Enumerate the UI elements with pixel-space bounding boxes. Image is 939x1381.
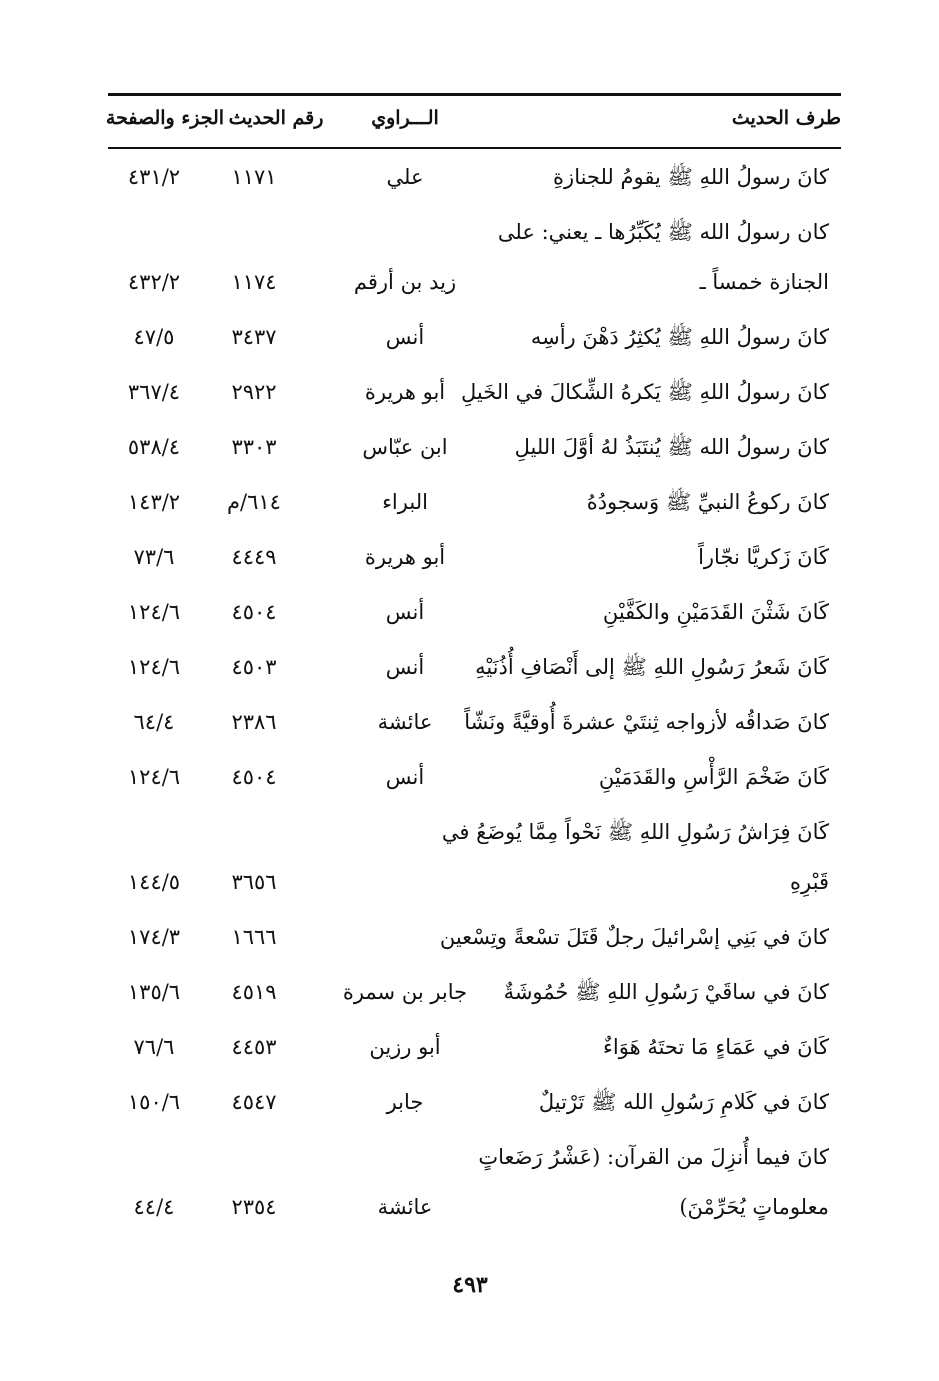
row-hadith-tarf: كانَ رسولُ الله ﷺ يُنتَبَذُ لهُ أوَّلَ الليلِ (514, 435, 829, 459)
row-narrator: أنس (385, 655, 425, 679)
row-hadith-tarf: كانَ في ساقَيْ رَسُولِ اللهِ ﷺ حُمُوشَةٌ (503, 980, 829, 1004)
row-hadith-number: ١٦٦٦ (231, 925, 277, 949)
row-volume-page: ١٣٥/٦ (127, 980, 181, 1004)
row-hadith-number: ٤٤٥٣ (231, 1035, 277, 1059)
row-volume-page: ٧٦/٦ (133, 1035, 175, 1059)
row-hadith-tarf: كانَ رسولُ اللهِ ﷺ يَكرهُ الشِّكالَ في الخَيلِ (460, 380, 829, 404)
row-narrator: عائشة (377, 710, 433, 734)
row-hadith-number: ٤٥٠٤ (231, 600, 277, 624)
row-hadith-tarf: كانَ في كَلامِ رَسُولِ الله ﷺ تَرْتيلٌ (538, 1090, 829, 1114)
row-hadith-number: ٣٤٣٧ (231, 325, 277, 349)
row-volume-page: ٥٣٨/٤ (127, 435, 181, 459)
row-volume-page: ٣٦٧/٤ (127, 380, 181, 404)
row-hadith-tarf: كانَ فيما أُنزِلَ من القرآن: (عَشْرُ رَضَعاتٍ (478, 1145, 829, 1169)
row-narrator: البراء (382, 490, 428, 514)
row-narrator: جابر (386, 1090, 424, 1114)
row-volume-page: ٤٧/٥ (133, 325, 175, 349)
header-rule (108, 147, 841, 149)
header-hadith-number: رقم الحديث (228, 107, 324, 129)
header-volume-page: الجزء والصفحة (105, 107, 225, 129)
row-narrator: أنس (385, 325, 425, 349)
row-volume-page: ٤٤/٤ (133, 1195, 175, 1219)
row-hadith-tarf: كَانَ شَعرُ رَسُولِ اللهِ ﷺ إلى أَنْصَافِ أُذُنَيْهِ (475, 655, 829, 679)
row-hadith-tarf: كانَ رسولُ اللهِ ﷺ يُكثِرُ دَهْنَ رأسِه (530, 325, 829, 349)
row-volume-page: ٦٤/٤ (133, 710, 175, 734)
row-hadith-number: ٢٣٨٦ (231, 710, 277, 734)
row-narrator: أنس (385, 765, 425, 789)
row-hadith-number: ٤٥٠٤ (231, 765, 277, 789)
row-hadith-tarf: كَانَ فِرَاشُ رَسُولِ اللهِ ﷺ نَحْواً مِمَّا يُوضَعُ في (441, 820, 829, 844)
row-hadith-tarf: معلوماتٍ يُحَرِّمْنَ) (679, 1195, 829, 1219)
row-hadith-tarf: كانَ ركوعُ النبيِّ ﷺ وَسجودُهُ (586, 490, 829, 514)
row-hadith-tarf: كان رسولُ الله ﷺ يُكَبِّرُها ـ يعني: على (497, 220, 829, 244)
row-narrator: جابر بن سمرة (342, 980, 468, 1004)
row-hadith-number: ٦١٤/م (227, 490, 281, 514)
row-volume-page: ١٢٤/٦ (127, 765, 181, 789)
row-volume-page: ١٥٠/٦ (127, 1090, 181, 1114)
row-narrator: ابن عبّاس (362, 435, 448, 459)
row-narrator: أبو هريرة (364, 380, 446, 404)
row-hadith-number: ٢٩٢٢ (231, 380, 277, 404)
row-narrator: أبو هريرة (364, 545, 446, 569)
row-narrator: عائشة (377, 1195, 433, 1219)
row-volume-page: ٧٣/٦ (133, 545, 175, 569)
row-hadith-number: ٤٥١٩ (231, 980, 277, 1004)
header-narrator: الـــراوي (371, 107, 439, 129)
row-volume-page: ١٧٤/٣ (127, 925, 181, 949)
page-number: ٤٩٣ (452, 1272, 488, 1298)
row-hadith-number: ٤٥٤٧ (231, 1090, 277, 1114)
row-hadith-number: ١١٧١ (231, 165, 277, 189)
row-volume-page: ٤٣٢/٢ (127, 270, 181, 294)
row-hadith-number: ٤٤٤٩ (231, 545, 277, 569)
row-hadith-tarf: كانَ في بَنِي إسْرائيلَ رجلٌ قَتَلَ تسْعةً وتِسْعين (439, 925, 829, 949)
row-hadith-tarf: كانَ رسولُ اللهِ ﷺ يقومُ للجنازةِ (553, 165, 829, 189)
row-hadith-number: ٣٣٠٣ (231, 435, 277, 459)
row-volume-page: ١٤٤/٥ (127, 870, 181, 894)
row-narrator: علي (386, 165, 424, 189)
row-volume-page: ٤٣١/٢ (127, 165, 181, 189)
row-hadith-tarf: الجنازة خمساً ـ (699, 270, 829, 294)
row-hadith-number: ٤٥٠٣ (231, 655, 277, 679)
header-hadith-tarf: طرف الحديث (731, 107, 841, 129)
row-narrator: زيد بن أرقم (353, 270, 457, 294)
row-hadith-tarf: قَبْرِهِ (790, 870, 829, 894)
row-hadith-tarf: كانَ صَداقُه لأزواجه ثِنتَيْ عشرةَ أُوقيَّةً ونَشّاً (464, 710, 829, 734)
row-narrator: أبو رزين (369, 1035, 441, 1059)
row-hadith-tarf: كَانَ ضَخْمَ الرَّأْسِ والقَدَمَيْنِ (598, 765, 829, 789)
row-volume-page: ١٤٣/٢ (127, 490, 181, 514)
row-hadith-number: ٢٣٥٤ (231, 1195, 277, 1219)
row-hadith-number: ٣٦٥٦ (231, 870, 277, 894)
row-hadith-number: ١١٧٤ (231, 270, 277, 294)
row-volume-page: ١٢٤/٦ (127, 655, 181, 679)
row-volume-page: ١٢٤/٦ (127, 600, 181, 624)
row-narrator: أنس (385, 600, 425, 624)
top-rule (108, 93, 841, 96)
row-hadith-tarf: كَانَ زَكريَّا نجّاراً (698, 545, 829, 569)
row-hadith-tarf: كَانَ في عَمَاءٍ مَا تحتَهُ هَوَاءٌ (603, 1035, 829, 1059)
row-hadith-tarf: كَانَ شَثْنَ القَدَمَيْنِ والكَفَّيْنِ (602, 600, 829, 624)
